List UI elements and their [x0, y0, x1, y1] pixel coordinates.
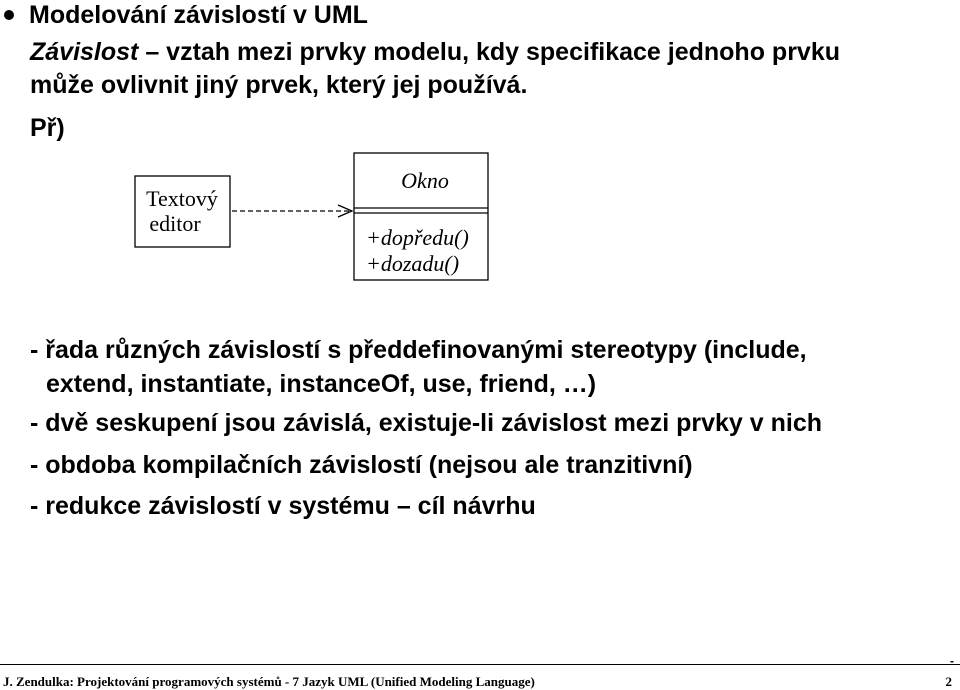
bullet-line-3: - obdoba kompilačních závislostí (nejsou ale tranzitivní) — [30, 451, 693, 479]
footer-text: J. Zendulka: Projektování programových systémů - 7 Jazyk UML (Unified Modeling Language) — [3, 674, 535, 689]
bullet-line-4: - redukce závislostí v systému – cíl návrhu — [30, 492, 536, 520]
definition-line-2: může ovlivnit jiný prvek, který jej používá. — [30, 71, 528, 99]
client-class-name-line-2: editor — [149, 211, 201, 236]
uml-dependency-diagram — [0, 0, 960, 320]
bullet-line-2: - dvě seskupení jsou závislá, existuje-li závislost mezi prvky v nich — [30, 409, 822, 437]
slide-title: Modelování závislostí v UML — [29, 0, 368, 29]
client-class-name-line-1: Textový — [146, 186, 218, 211]
bullet-line-1: - řada různých závislostí s předdefinovanými stereotypy (include, — [30, 336, 807, 364]
definition-term: Závislost — [30, 38, 139, 66]
bullet-line-1-continued: extend, instantiate, instanceOf, use, friend, …) — [46, 370, 597, 398]
footer-dash: - — [950, 654, 954, 668]
footer-rule — [0, 664, 960, 665]
definition-line-1-rest: – vztah mezi prvky modelu, kdy specifikace jednoho prvku — [138, 38, 840, 66]
supplier-operation-2: +dozadu() — [366, 251, 460, 276]
example-label: Př) — [30, 114, 65, 142]
page-number: 2 — [945, 674, 952, 689]
supplier-class-name: Okno — [401, 168, 449, 193]
supplier-operation-1: +dopředu() — [366, 225, 469, 250]
